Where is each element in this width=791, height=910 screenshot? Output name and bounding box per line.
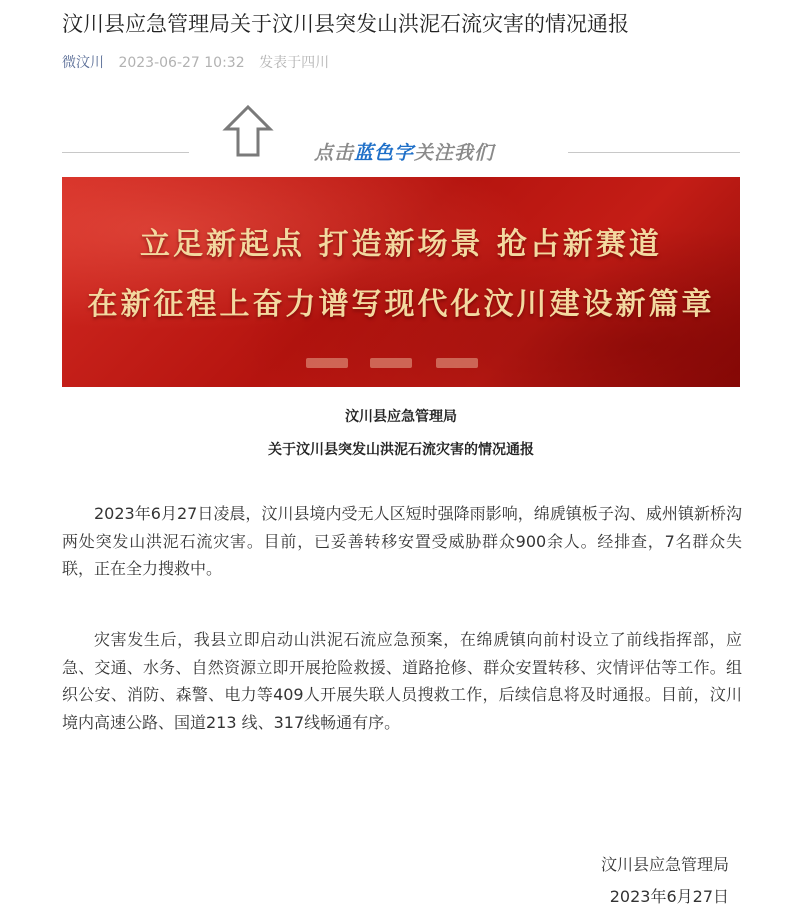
- follow-suffix: 关注我们: [414, 142, 495, 164]
- signature-organization: 汶川县应急管理局: [600, 855, 729, 874]
- divider-right: [568, 152, 740, 153]
- publish-time: 2023-06-27 10:32: [118, 55, 245, 71]
- article-title: 汶川县应急管理局关于汶川县突发山洪泥石流灾害的情况通报: [62, 12, 629, 36]
- banner-decoration: [436, 358, 478, 368]
- notice-paragraph: 灾害发生后，我县立即启动山洪泥石流应急预案，在绵虒镇向前村设立了前线指挥部，应急、交通、水务、自然资源立即开展抢险救援、道路抢修、群众安置转移、灾情评估等工作。组织公安、消防、森警、电力等409人开展失联人员搜救工作，后续信息将及时通报。目前，汶川境内高速公路、国道213 线、317线畅通有序。: [62, 630, 742, 732]
- follow-prompt: [314, 138, 494, 168]
- slogan-banner-image: [62, 177, 740, 387]
- up-arrow-icon: [222, 104, 274, 158]
- follow-banner: [62, 100, 740, 170]
- follow-prefix: 点击: [314, 142, 355, 164]
- article-meta: [62, 52, 329, 74]
- author-link[interactable]: 微汶川: [62, 55, 104, 71]
- slogan-line-1: 立足新起点 打造新场景 抢占新赛道: [140, 227, 662, 262]
- signature-date: 2023年6月27日: [609, 887, 729, 906]
- divider-left: [62, 152, 189, 153]
- banner-decoration: [306, 358, 348, 368]
- notice-heading: 关于汶川县突发山洪泥石流灾害的情况通报: [268, 442, 534, 458]
- banner-decoration: [370, 358, 412, 368]
- slogan-line-2: 在新征程上奋力谱写现代化汶川建设新篇章: [87, 287, 715, 322]
- follow-highlight: 蓝色字: [354, 142, 415, 164]
- notice-paragraph: 2023年6月27日凌晨，汶川县境内受无人区短时强降雨影响，绵虒镇板子沟、威州镇新桥沟两处突发山洪泥石流灾害。目前，已妥善转移安置受威胁群众900余人。经排查，7名群众失联，正在全力搜救中。: [62, 504, 742, 578]
- publish-location: 发表于四川: [259, 55, 330, 71]
- notice-issuer: 汶川县应急管理局: [345, 409, 457, 425]
